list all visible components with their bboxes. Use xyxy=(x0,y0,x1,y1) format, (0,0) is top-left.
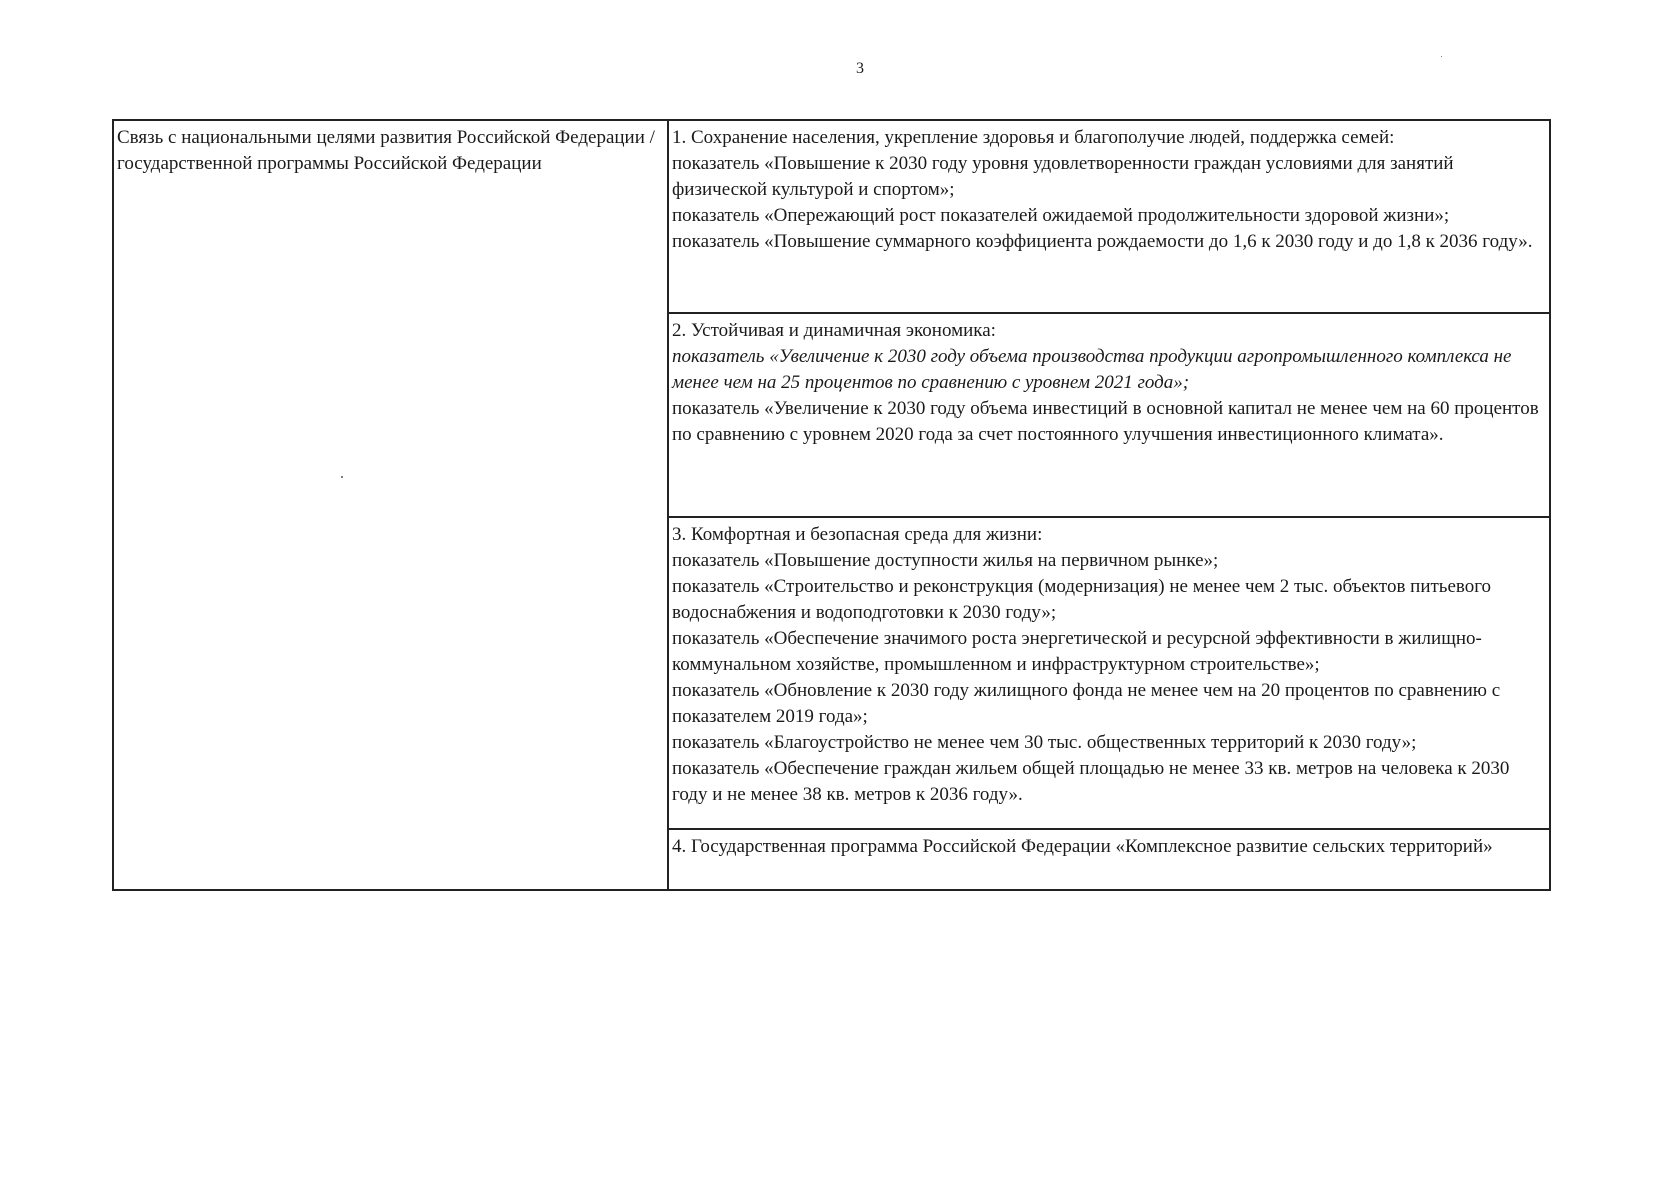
section-1-heading: 1. Сохранение населения, укрепление здоровья и благополучие людей, поддержка семей: xyxy=(672,127,1395,148)
section-4 xyxy=(669,830,1549,889)
section-2-line-2: показатель «Увеличение к 2030 году объема инвестиций в основной капитал не менее чем на 60 процентов по сравнению с уровнем 2020 года за счет постоянного улучшения инвестиционного климата». xyxy=(672,398,1539,445)
section-4-heading: 4. Государственная программа Российской Федерации «Комплексное развитие сельских территорий» xyxy=(672,836,1493,857)
left-cell-label: Связь с национальными целями развития Российской Федерации / государственной программы Российской Федерации xyxy=(117,127,655,174)
section-2 xyxy=(669,314,1549,518)
section-3-line-2: показатель «Строительство и реконструкция (модернизация) не менее чем 2 тыс. объектов питьевого водоснабжения и водоподготовки к 2030 году»; xyxy=(672,576,1492,623)
section-3 xyxy=(669,518,1549,830)
section-3-heading: 3. Комфортная и безопасная среда для жизни: xyxy=(672,524,1043,545)
goals-table xyxy=(112,119,1551,891)
section-3-line-1: показатель «Повышение доступности жилья на первичном рынке»; xyxy=(672,550,1219,571)
section-1-line-2: показатель «Опережающий рост показателей ожидаемой продолжительности здоровой жизни»; xyxy=(672,205,1450,226)
section-2-heading: 2. Устойчивая и динамичная экономика: xyxy=(672,320,996,341)
scan-speck xyxy=(1441,56,1442,57)
right-column xyxy=(669,121,1549,889)
section-1 xyxy=(669,121,1549,314)
section-1-line-1: показатель «Повышение к 2030 году уровня удовлетворенности граждан условиями для занятий физической культурой и спортом»; xyxy=(672,153,1454,200)
scan-speck xyxy=(341,476,343,478)
section-2-line-1: показатель «Увеличение к 2030 году объема производства продукции агропромышленного комплекса не менее чем на 25 процентов по сравнению с уровнем 2021 года»; xyxy=(672,346,1512,393)
section-1-line-3: показатель «Повышение суммарного коэффициента рождаемости до 1,6 к 2030 году и до 1,8 к 2036 году». xyxy=(672,231,1533,252)
section-3-line-4: показатель «Обновление к 2030 году жилищного фонда не менее чем на 20 процентов по сравнению с показателем 2019 года»; xyxy=(672,680,1501,727)
page-number: 3 xyxy=(856,60,864,77)
section-3-line-6: показатель «Обеспечение граждан жильем общей площадью не менее 33 кв. метров на человека к 2030 году и не менее 38 кв. метров к 2036 году». xyxy=(672,758,1510,805)
section-3-line-3: показатель «Обеспечение значимого роста энергетической и ресурсной эффективности в жилищно-коммунальном хозяйстве, промышленном и инфраструктурном строительстве»; xyxy=(672,628,1482,675)
section-3-line-5: показатель «Благоустройство не менее чем 30 тыс. общественных территорий к 2030 году»; xyxy=(672,732,1417,753)
